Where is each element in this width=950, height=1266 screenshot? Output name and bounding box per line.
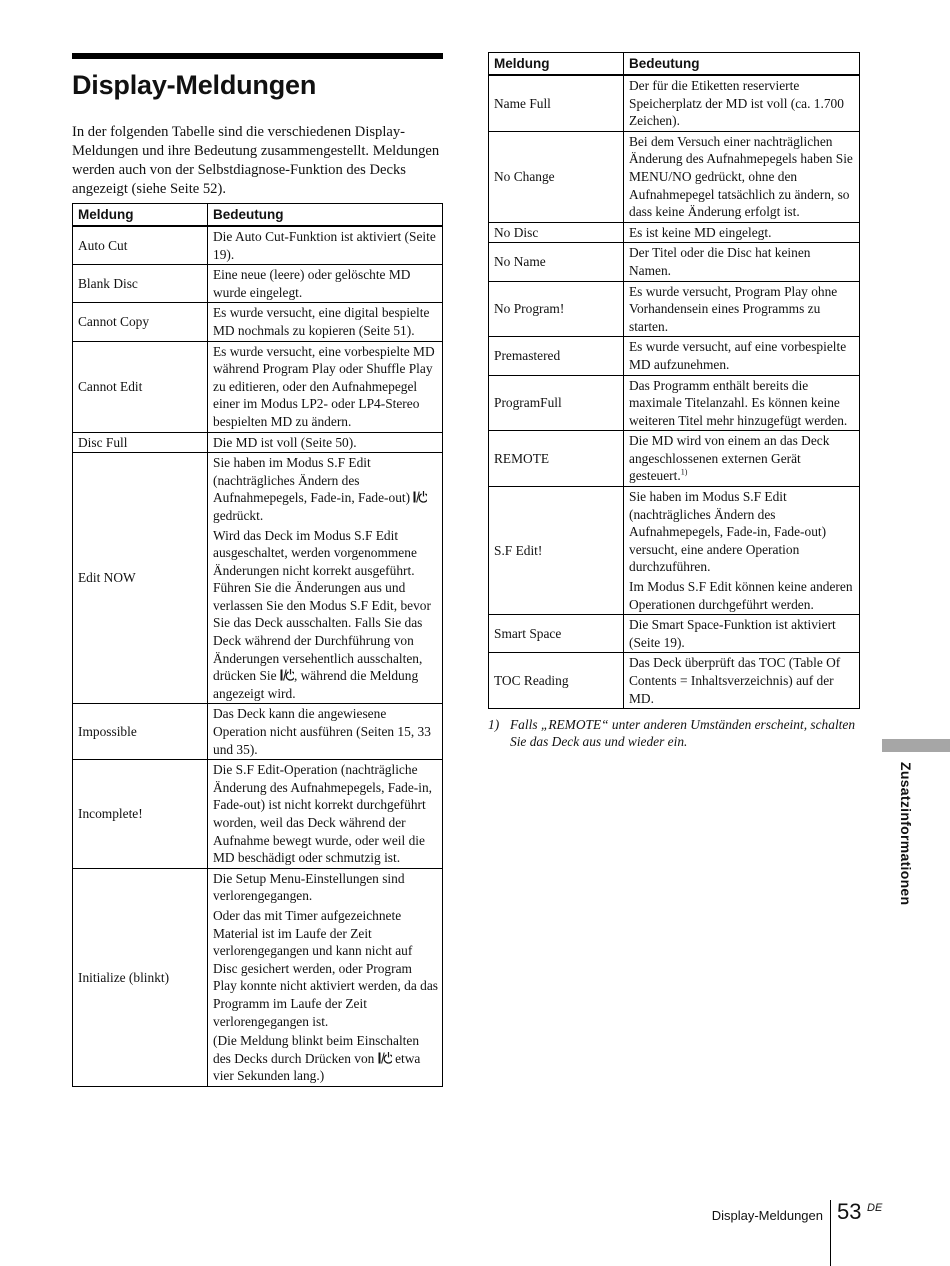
message-table-left (72, 203, 443, 1087)
meaning-cell (624, 281, 860, 337)
table-row (73, 341, 443, 432)
meaning-cell (208, 432, 443, 453)
meaning-paragraph: Die MD wird von einem an das Deck angeschlossenen externen Gerät gesteuert.$^{1)}$ (629, 433, 830, 484)
section-tab-bar (882, 739, 950, 752)
header-meaning: Bedeutung (208, 204, 443, 227)
message-cell: TOC Reading (489, 653, 624, 709)
footnote-reference: 1) (680, 468, 688, 477)
power-button-icon (413, 490, 427, 504)
table-row (73, 453, 443, 704)
meaning-cell (208, 226, 443, 265)
meaning-paragraph: Die Auto Cut-Funktion ist aktiviert (Seite 19). (213, 229, 436, 262)
meaning-paragraph: Es ist keine MD eingelegt. (629, 224, 772, 240)
power-button-icon (378, 1051, 392, 1065)
message-cell: S.F Edit! (489, 487, 624, 615)
table-row (489, 615, 860, 653)
meaning-paragraph: Eine neue (leere) oder gelöschte MD wurde eingelegt. (213, 267, 411, 300)
meaning-paragraph: Es wurde versucht, eine vorbespielte MD während Program Play oder Shuffle Play zu editieren, oder den Aufnahmepegel einer im Modus LP2- oder LP4-Stereo bespielten MD zu ändern. (213, 343, 435, 429)
message-cell: Disc Full (73, 432, 208, 453)
meaning-paragraph: Das Programm enthält bereits die maximale Titelanzahl. Es können keine weiteren Titel mehr hinzugefügt werden. (629, 377, 848, 428)
table-row (73, 760, 443, 869)
message-cell: Premastered (489, 337, 624, 375)
meaning-cell (624, 431, 860, 487)
table-row (489, 653, 860, 709)
meaning-paragraph: Die S.F Edit-Operation (nachträgliche Änderung des Aufnahmepegels, Fade-in, Fade-out) ist nicht korrekt durchgeführt worden, weil das Deck während der Aufnahme bewegt wurde, oder weil die MD beschädigt oder schmutzig ist. (213, 762, 433, 866)
meaning-cell (208, 265, 443, 303)
footer-section-label: Display-Meldungen (711, 1208, 823, 1223)
meaning-paragraph: (Die Meldung blinkt beim Einschalten des Decks durch Drücken von etwa vier Sekunden lang.) (213, 1033, 421, 1084)
meaning-cell (624, 615, 860, 653)
table-row (73, 704, 443, 760)
table-row (489, 222, 860, 243)
meaning-paragraph: Es wurde versucht, eine digital bespielte MD nochmals zu kopieren (Seite 51). (213, 305, 430, 338)
footnote-text: Falls „REMOTE“ unter anderen Umständen erscheint, schalten Sie das Deck aus und wieder ein. (510, 717, 856, 750)
meaning-paragraph: Der Titel oder die Disc hat keinen Namen. (629, 245, 811, 278)
table-header-row (73, 204, 443, 227)
meaning-cell (208, 868, 443, 1086)
meaning-paragraph: Das Deck kann die angewiesene Operation nicht ausführen (Seiten 15, 33 und 35). (213, 706, 431, 757)
header-meaning: Bedeutung (624, 53, 860, 76)
table-row (489, 131, 860, 222)
message-cell: No Disc (489, 222, 624, 243)
message-cell: No Name (489, 243, 624, 281)
meaning-cell (624, 337, 860, 375)
table-row (489, 243, 860, 281)
meaning-cell (624, 653, 860, 709)
meaning-paragraph: Es wurde versucht, Program Play ohne Vorhandensein eines Programms zu starten. (629, 283, 838, 334)
message-cell: Edit NOW (73, 453, 208, 704)
right-column (488, 52, 860, 750)
intro-paragraph: In der folgenden Tabelle sind die verschiedenen Display-Meldungen und ihre Bedeutung zusammengestellt. Meldungen werden auch von der Selbstdiagnose-Funktion des Decks angezeigt (siehe Seite 52). (72, 124, 440, 197)
table-row (73, 868, 443, 1086)
table-row (489, 75, 860, 131)
meaning-paragraph: Bei dem Versuch einer nachträglichen Änderung des Aufnahmepegels haben Sie MENU/NO gedrückt, ohne den Aufnahmepegel tatsächlich zu ändern, so dass keine Änderung erfolgt ist. (629, 133, 853, 220)
table-row (73, 265, 443, 303)
message-cell: Blank Disc (73, 265, 208, 303)
meaning-paragraph: Der für die Etiketten reservierte Speicherplatz der MD ist voll (ca. 1.700 Zeichen). (629, 78, 844, 129)
footnote-marker: 1) (488, 717, 500, 733)
power-button-icon (280, 668, 294, 682)
table-row (489, 431, 860, 487)
meaning-cell (624, 131, 860, 222)
meaning-cell (624, 222, 860, 243)
page-number: 53 (837, 1199, 862, 1224)
message-cell: Initialize (blinkt) (73, 868, 208, 1086)
meaning-paragraph: Sie haben im Modus S.F Edit (nachträgliches Ändern des Aufnahmepegels, Fade-in, Fade-out) gedrückt. (213, 454, 438, 524)
meaning-cell (624, 243, 860, 281)
message-cell: Cannot Copy (73, 303, 208, 341)
footnote (488, 716, 860, 750)
message-table-right (488, 52, 860, 709)
meaning-cell (208, 760, 443, 869)
header-message: Meldung (489, 53, 624, 76)
table-row (489, 337, 860, 375)
table-row (73, 303, 443, 341)
section-side-label: Zusatzinformationen (898, 762, 914, 906)
message-cell: Auto Cut (73, 226, 208, 265)
meaning-paragraph: Die Smart Space-Funktion ist aktiviert (Seite 19). (629, 617, 836, 650)
meaning-paragraph: Oder das mit Timer aufgezeichnete Material ist im Laufe der Zeit verlorengegangen und kann nicht auf Disc gesichert werden, oder Program Play konnte nicht aktiviert werden, da das Programm im Laufe der Zeit verlorengegangen ist. (213, 907, 438, 1029)
table-row (489, 375, 860, 431)
meaning-cell (208, 704, 443, 760)
message-cell: REMOTE (489, 431, 624, 487)
left-column (72, 53, 443, 1087)
table-row (489, 487, 860, 615)
meaning-cell (208, 303, 443, 341)
meaning-cell (624, 75, 860, 131)
message-cell: Impossible (73, 704, 208, 760)
table-row (73, 226, 443, 265)
meaning-paragraph: Es wurde versucht, auf eine vorbespielte MD aufzunehmen. (629, 339, 847, 372)
page-language: DE (867, 1202, 883, 1214)
meaning-cell (624, 487, 860, 615)
message-cell: Smart Space (489, 615, 624, 653)
meaning-cell (208, 453, 443, 704)
title-rule (72, 53, 443, 59)
meaning-paragraph: Im Modus S.F Edit können keine anderen Operationen durchgeführt werden. (629, 579, 853, 612)
message-cell: No Program! (489, 281, 624, 337)
message-cell: Incomplete! (73, 760, 208, 869)
meaning-paragraph: Sie haben im Modus S.F Edit (nachträgliches Ändern des Aufnahmepegels, Fade-in, Fade-out) versucht, eine andere Operation durchzuführen. (629, 489, 827, 575)
footer-divider (830, 1200, 831, 1266)
meaning-cell (208, 341, 443, 432)
header-message: Meldung (73, 204, 208, 227)
page-title: Display-Meldungen (72, 70, 317, 100)
table-row (489, 281, 860, 337)
table-row (73, 432, 443, 453)
message-cell: ProgramFull (489, 375, 624, 431)
meaning-cell (624, 375, 860, 431)
message-cell: Cannot Edit (73, 341, 208, 432)
message-cell: No Change (489, 131, 624, 222)
meaning-paragraph: Wird das Deck im Modus S.F Edit ausgeschaltet, werden vorgenommene Änderungen nicht korrekt ausgeführt. Führen Sie die Änderungen aus und verlassen Sie den Modus S.F Edit, bevor Sie das Deck ausschalten. Falls Sie das Deck während der Durchführung von Änderungen versehentlich ausschalten, drücken Sie , während die Meldung angezeigt wird. (213, 527, 431, 701)
message-cell: Name Full (489, 75, 624, 131)
meaning-paragraph: Die Setup Menu-Einstellungen sind verlorengegangen. (213, 870, 405, 904)
meaning-paragraph: Die MD ist voll (Seite 50). (213, 434, 357, 450)
meaning-paragraph: Das Deck überprüft das TOC (Table Of Contents = Inhaltsverzeichnis) auf der MD. (629, 655, 841, 706)
table-header-row (489, 53, 860, 76)
